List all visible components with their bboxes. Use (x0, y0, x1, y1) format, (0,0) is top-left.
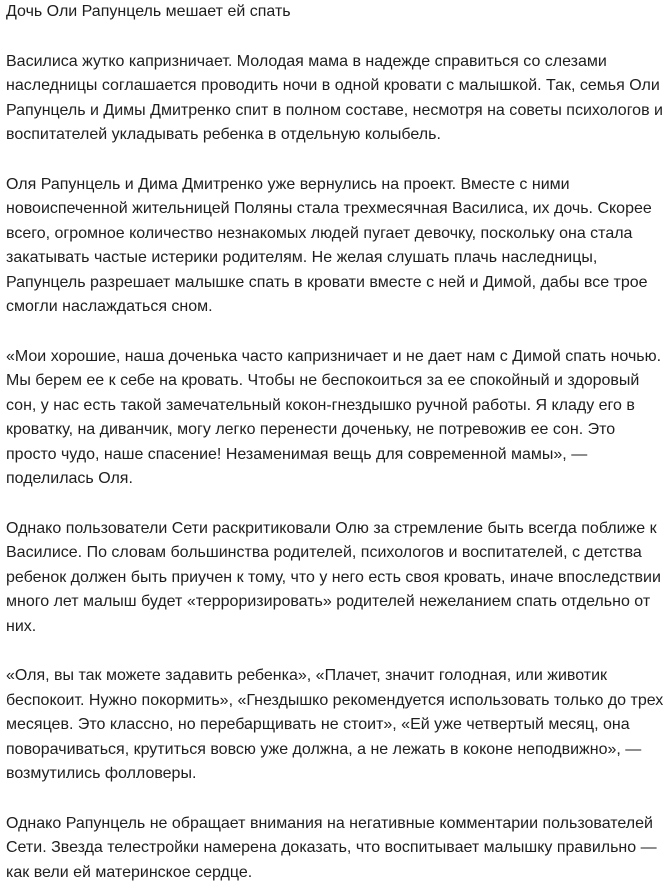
article (6, 0, 666, 885)
paragraph-2: Оля Рапунцель и Дима Дмитренко уже вернулись на проект. Вместе с ними новоиспеченной жительницей Поляны стала трехмесячная Василиса, их дочь. Скорее всего, огромное количество незнакомых людей пугает девочку, поскольку она стала закатывать частые истерики родителям. Не желая слушать плачь наследницы, Рапунцель разрешает малышке спать в кровати вместе с ней и Димой, дабы все трое смогли наслаждаться сном. (6, 175, 652, 315)
article-title: Дочь Оли Рапунцель мешает ей спать (6, 3, 291, 20)
paragraph-3: «Мои хорошие, наша доченька часто капризничает и не дает нам с Димой спать ночью. Мы берем ее к себе на кровать. Чтобы не беспокоиться за ее спокойный и здоровый сон, у нас есть такой замечательный кокон-гнездышко ручной работы. Я кладу его в кроватку, на диванчик, могу легко перенести доченьку, не потревожив ее сон. Это просто чудо, наше спасение! Незаменимая вещь для современной мамы», — поделилась Оля. (6, 347, 662, 487)
paragraph-5: «Оля, вы так можете задавить ребенка», «Плачет, значит голодная, или животик беспокоит. Нужно покормить», «Гнездышко рекомендуется использовать только до трех месяцев. Это классно, но перебарщивать не стоит», «Ей уже четвертый месяц, она поворачиваться, крутиться вовсю уже должна, а не лежать в коконе неподвижно», — возмутились фолловеры. (6, 667, 664, 782)
paragraph-6: Однако Рапунцель не обращает внимания на негативные комментарии пользователей Сети. Звезда телестройки намерена доказать, что воспитывает малышку правильно — как вели ей материнское сердце. (6, 814, 657, 881)
paragraph-1: Василиса жутко капризничает. Молодая мама в надежде справиться со слезами наследницы соглашается проводить ночи в одной кровати с малышкой. Так, семья Оли Рапунцель и Димы Дмитренко спит в полном составе, несмотря на советы психологов и воспитателей укладывать ребенка в отдельную колыбель. (6, 52, 663, 143)
paragraph-4: Однако пользователи Сети раскритиковали Олю за стремление быть всегда поближе к Василисе. По словам большинства родителей, психологов и воспитателей, с детства ребенок должен быть приучен к тому, что у него есть своя кровать, иначе впоследствии много лет малыш будет «терроризировать» родителей нежеланием спать отдельно от них. (6, 519, 661, 635)
